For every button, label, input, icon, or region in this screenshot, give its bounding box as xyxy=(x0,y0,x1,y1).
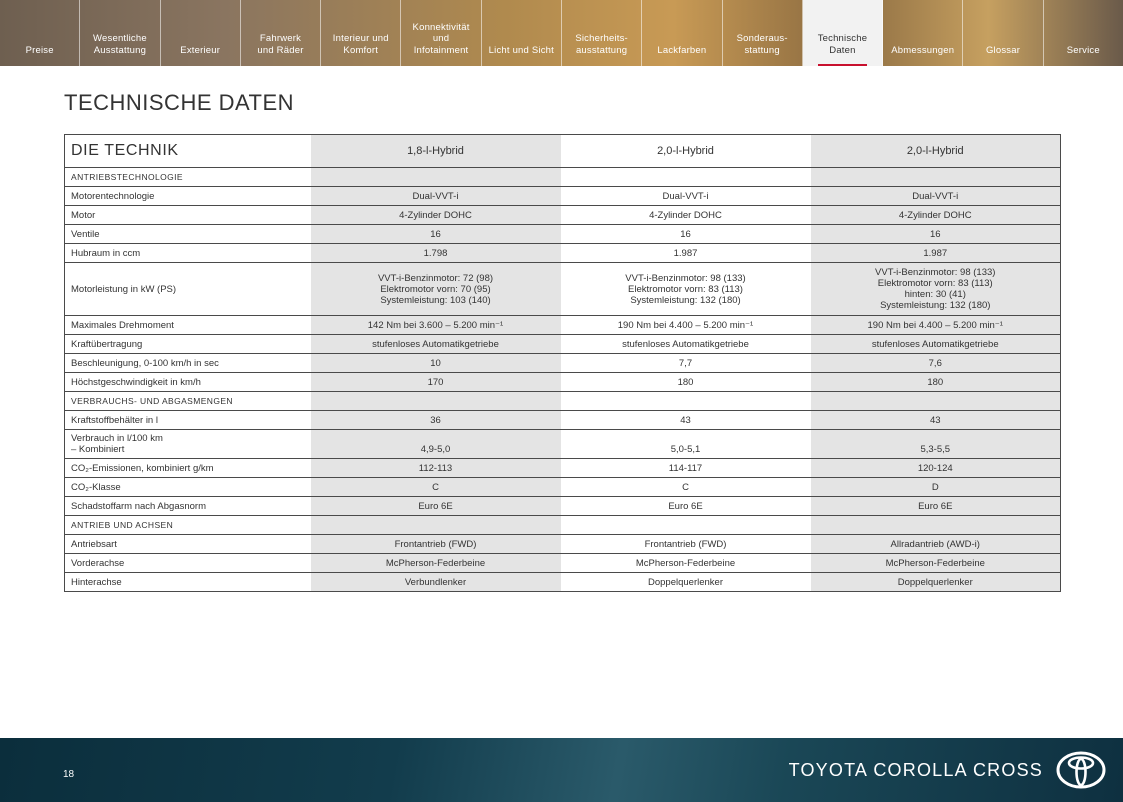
spec-table xyxy=(64,134,1061,592)
cell-value: 43 xyxy=(561,411,811,430)
nav-tab-label: Technische Daten xyxy=(817,33,868,56)
nav-tab-label: Sonderaus- stattung xyxy=(736,33,788,56)
cell-value: 1,8-l-Hybrid xyxy=(311,135,561,168)
cell-value: 4,9-5,0 xyxy=(311,430,561,459)
cell-value: McPherson-Federbeine xyxy=(311,554,561,573)
cell-value: 16 xyxy=(811,225,1061,244)
table-row xyxy=(65,316,1061,335)
cell-value: 180 xyxy=(561,373,811,392)
top-navigation xyxy=(0,0,1123,66)
row-label: VERBRAUCHS- UND ABGASMENGEN xyxy=(65,392,311,411)
row-label: Antriebsart xyxy=(65,535,311,554)
cell-value xyxy=(561,168,811,187)
cell-value: 2,0-l-Hybrid xyxy=(561,135,811,168)
cell-value: Frontantrieb (FWD) xyxy=(561,535,811,554)
table-row xyxy=(65,373,1061,392)
row-label: Schadstoffarm nach Abgasnorm xyxy=(65,497,311,516)
row-label: Höchstgeschwindigkeit in km/h xyxy=(65,373,311,392)
cell-value: Euro 6E xyxy=(561,497,811,516)
row-label: Motorentechnologie xyxy=(65,187,311,206)
cell-value: McPherson-Federbeine xyxy=(811,554,1061,573)
row-label: Verbrauch in l/100 km – Kombiniert xyxy=(65,430,311,459)
cell-value: 1.798 xyxy=(311,244,561,263)
row-label: Maximales Drehmoment xyxy=(65,316,311,335)
row-label: ANTRIEBSTECHNOLOGIE xyxy=(65,168,311,187)
table-row xyxy=(65,244,1061,263)
cell-value: C xyxy=(311,478,561,497)
nav-tab-label: Service xyxy=(1066,44,1100,56)
row-label: Kraftstoffbehälter in l xyxy=(65,411,311,430)
table-row xyxy=(65,554,1061,573)
cell-value: Dual-VVT-i xyxy=(561,187,811,206)
nav-tab-label: Interieur und Komfort xyxy=(332,33,389,56)
nav-tab-0[interactable] xyxy=(0,0,80,66)
nav-tab-3[interactable] xyxy=(241,0,321,66)
row-label: Vorderachse xyxy=(65,554,311,573)
row-label: Hinterachse xyxy=(65,573,311,592)
row-label: CO₂-Emissionen, kombiniert g/km xyxy=(65,459,311,478)
nav-tab-13[interactable] xyxy=(1044,0,1123,66)
row-label: ANTRIEB UND ACHSEN xyxy=(65,516,311,535)
cell-value: stufenloses Automatikgetriebe xyxy=(811,335,1061,354)
cell-value: Dual-VVT-i xyxy=(311,187,561,206)
table-row xyxy=(65,411,1061,430)
cell-value: 120-124 xyxy=(811,459,1061,478)
cell-value: Dual-VVT-i xyxy=(811,187,1061,206)
cell-value: 4-Zylinder DOHC xyxy=(311,206,561,225)
table-row xyxy=(65,535,1061,554)
row-label: Motorleistung in kW (PS) xyxy=(65,263,311,316)
toyota-logo-icon xyxy=(1056,750,1106,790)
cell-value: VVT-i-Benzinmotor: 98 (133) Elektromotor vorn: 83 (113) hinten: 30 (41) Systemleistung: 132 (180) xyxy=(811,263,1061,316)
table-row xyxy=(65,573,1061,592)
table-row xyxy=(65,430,1061,459)
nav-tab-5[interactable] xyxy=(401,0,481,66)
table-row xyxy=(65,478,1061,497)
cell-value: 16 xyxy=(311,225,561,244)
table-row xyxy=(65,187,1061,206)
cell-value: Euro 6E xyxy=(311,497,561,516)
table-row xyxy=(65,225,1061,244)
cell-value: 142 Nm bei 3.600 – 5.200 min⁻¹ xyxy=(311,316,561,335)
table-header-row xyxy=(65,135,1061,168)
cell-value: 7,6 xyxy=(811,354,1061,373)
cell-value: 43 xyxy=(811,411,1061,430)
cell-value: 36 xyxy=(311,411,561,430)
cell-value: Frontantrieb (FWD) xyxy=(311,535,561,554)
nav-tab-label: Glossar xyxy=(985,44,1021,56)
nav-tab-label: Lackfarben xyxy=(657,44,707,56)
nav-tab-label: Sicherheits- ausstattung xyxy=(575,33,628,56)
table-row xyxy=(65,354,1061,373)
cell-value: 5,0-5,1 xyxy=(561,430,811,459)
table-section-row xyxy=(65,392,1061,411)
brand-name: TOYOTA COROLLA CROSS xyxy=(788,760,1043,780)
cell-value: 180 xyxy=(811,373,1061,392)
nav-tab-label: Wesentliche Ausstattung xyxy=(93,33,147,56)
cell-value: VVT-i-Benzinmotor: 72 (98) Elektromotor vorn: 70 (95) Systemleistung: 103 (140) xyxy=(311,263,561,316)
cell-value: VVT-i-Benzinmotor: 98 (133) Elektromotor vorn: 83 (113) Systemleistung: 132 (180) xyxy=(561,263,811,316)
cell-value xyxy=(311,516,561,535)
cell-value: McPherson-Federbeine xyxy=(561,554,811,573)
nav-tab-10[interactable] xyxy=(803,0,883,66)
cell-value xyxy=(811,392,1061,411)
nav-tab-label: Licht und Sicht xyxy=(488,44,554,56)
row-label: DIE TECHNIK xyxy=(65,135,311,168)
cell-value: 5,3-5,5 xyxy=(811,430,1061,459)
cell-value: 4-Zylinder DOHC xyxy=(811,206,1061,225)
row-label: Beschleunigung, 0-100 km/h in sec xyxy=(65,354,311,373)
row-label: Hubraum in ccm xyxy=(65,244,311,263)
cell-value: 16 xyxy=(561,225,811,244)
page-number: 18 xyxy=(63,769,75,780)
nav-tab-6[interactable] xyxy=(482,0,562,66)
table-row xyxy=(65,459,1061,478)
table-row xyxy=(65,335,1061,354)
row-label: Kraftübertragung xyxy=(65,335,311,354)
nav-tab-4[interactable] xyxy=(321,0,401,66)
table-row xyxy=(65,263,1061,316)
cell-value xyxy=(311,392,561,411)
cell-value xyxy=(311,168,561,187)
cell-value: Allradantrieb (AWD-i) xyxy=(811,535,1061,554)
cell-value: Verbundlenker xyxy=(311,573,561,592)
nav-tab-12[interactable] xyxy=(963,0,1043,66)
cell-value: Doppelquerlenker xyxy=(561,573,811,592)
cell-value: 1.987 xyxy=(811,244,1061,263)
footer xyxy=(0,738,1123,802)
cell-value: 4-Zylinder DOHC xyxy=(561,206,811,225)
cell-value: 190 Nm bei 4.400 – 5.200 min⁻¹ xyxy=(811,316,1061,335)
nav-tab-label: Konnektivität und Infotainment xyxy=(412,21,470,56)
row-label: Motor xyxy=(65,206,311,225)
cell-value: 190 Nm bei 4.400 – 5.200 min⁻¹ xyxy=(561,316,811,335)
nav-tab-8[interactable] xyxy=(642,0,722,66)
cell-value: stufenloses Automatikgetriebe xyxy=(311,335,561,354)
row-label: CO₂-Klasse xyxy=(65,478,311,497)
cell-value xyxy=(561,516,811,535)
table-row xyxy=(65,497,1061,516)
cell-value: 112-113 xyxy=(311,459,561,478)
cell-value: 10 xyxy=(311,354,561,373)
nav-tab-label: Abmessungen xyxy=(891,44,955,56)
cell-value xyxy=(811,516,1061,535)
table-section-row xyxy=(65,516,1061,535)
cell-value: C xyxy=(561,478,811,497)
page-title: TECHNISCHE DATEN xyxy=(64,90,295,115)
cell-value: 2,0-l-Hybrid xyxy=(811,135,1061,168)
table-row xyxy=(65,206,1061,225)
table-section-row xyxy=(65,168,1061,187)
nav-tab-label: Exterieur xyxy=(180,44,221,56)
nav-tab-9[interactable] xyxy=(723,0,803,66)
cell-value: Euro 6E xyxy=(811,497,1061,516)
cell-value: Doppelquerlenker xyxy=(811,573,1061,592)
row-label: Ventile xyxy=(65,225,311,244)
cell-value: 7,7 xyxy=(561,354,811,373)
cell-value: 1.987 xyxy=(561,244,811,263)
nav-tab-label: Preise xyxy=(25,44,54,56)
nav-tab-1[interactable] xyxy=(80,0,160,66)
cell-value: D xyxy=(811,478,1061,497)
cell-value: 114-117 xyxy=(561,459,811,478)
cell-value xyxy=(561,392,811,411)
cell-value xyxy=(811,168,1061,187)
nav-tab-11[interactable] xyxy=(883,0,963,66)
nav-tab-2[interactable] xyxy=(161,0,241,66)
cell-value: stufenloses Automatikgetriebe xyxy=(561,335,811,354)
nav-tab-label: Fahrwerk und Räder xyxy=(257,33,304,56)
cell-value: 170 xyxy=(311,373,561,392)
nav-tab-7[interactable] xyxy=(562,0,642,66)
